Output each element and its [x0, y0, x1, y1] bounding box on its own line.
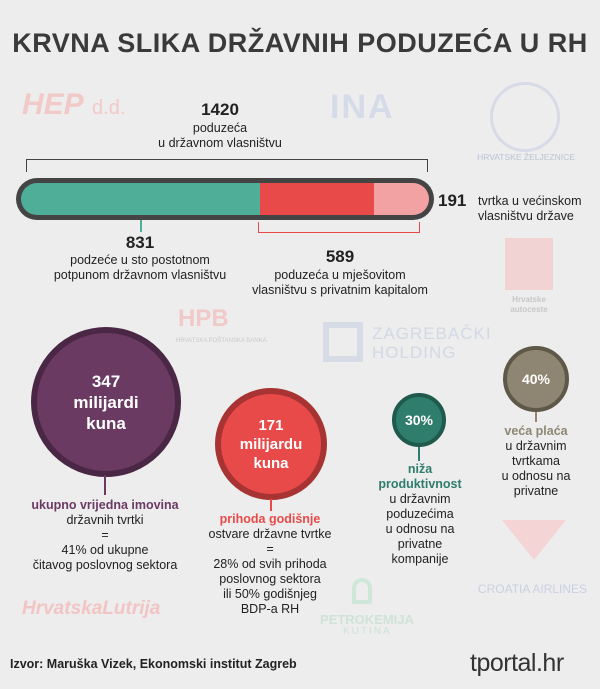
- assets-connector: [104, 475, 106, 495]
- revenue-caption-1: ostvare državne tvrtke: [208, 527, 332, 541]
- zagrebacki-label: ZAGREBAČKI: [372, 324, 492, 343]
- revenue-unit-2: kuna: [253, 454, 289, 472]
- wages-value: 40%: [521, 371, 551, 387]
- revenue-unit-1: milijardu: [239, 435, 303, 453]
- mixed-label-2: vlasništvu s privatnim kapitalom: [252, 283, 428, 297]
- wages-caption-3: u odnosu na: [501, 469, 571, 483]
- autoceste-label-2: autoceste: [510, 305, 548, 314]
- croatia-airlines-label: CROATIA AIRLINES: [477, 582, 588, 596]
- productivity-caption-4: privatne: [397, 537, 443, 551]
- lutrija-logo: HrvatskaLutrija: [22, 598, 161, 619]
- assets-caption-3: 41% od ukupne: [61, 543, 149, 557]
- assets-unit-2: kuna: [86, 413, 126, 433]
- majority-label-2: vlasništvu države: [478, 209, 574, 223]
- hz-logo-label: HRVATSKE ŽELJEZNICE: [477, 152, 575, 162]
- total-label-2: u državnom vlasništvu: [158, 136, 282, 150]
- productivity-caption-highlight-2: produktivnost: [378, 477, 462, 491]
- productivity-caption-3: u odnosu na: [385, 522, 455, 536]
- revenue-value: 171: [258, 416, 284, 434]
- revenue-caption: [170, 512, 370, 617]
- wages-caption-1: u državnim: [505, 439, 567, 453]
- hep-logo-suffix: d.d.: [92, 97, 126, 119]
- productivity-connector: [418, 447, 420, 461]
- page-title: KRVNA SLIKA DRŽAVNIH PODUZEĆA U RH: [12, 28, 588, 58]
- assets-caption-1: državnih tvrtki: [66, 513, 144, 527]
- hz-logo-icon: [490, 82, 560, 152]
- mixed-label-1: poduzeća u mješovitom: [274, 268, 406, 282]
- kutina-label: KUTINA: [343, 626, 392, 637]
- total-bracket: [26, 159, 428, 172]
- productivity-bubble: [392, 393, 446, 447]
- revenue-caption-5: ili 50% godišnjeg: [223, 587, 317, 601]
- hep-logo-text: HEP: [22, 88, 84, 121]
- ownership-bar-inner: [21, 183, 429, 215]
- assets-caption-4: čitavog poslovnog sektora: [32, 558, 178, 572]
- hep-logo: [22, 88, 125, 122]
- productivity-caption-highlight-1: niža: [407, 462, 433, 476]
- productivity-caption: [350, 462, 490, 567]
- bar-segment-mixed: [260, 183, 374, 215]
- full-label-1: podzeće u sto postotnom: [70, 253, 210, 267]
- revenue-connector: [270, 499, 272, 511]
- total-label-1: poduzeća: [192, 121, 248, 135]
- zagrebacki-holding-icon: [323, 322, 363, 362]
- productivity-caption-1: u državnim: [389, 492, 451, 506]
- mixed-value: 589: [325, 247, 355, 266]
- full-label-2: potpunom državnom vlasništvu: [53, 268, 227, 282]
- bar-segment-majority: [374, 183, 429, 215]
- revenue-caption-highlight: prihoda godišnje: [219, 512, 321, 526]
- wages-caption-4: privatne: [513, 484, 559, 498]
- ina-logo-text: INA: [330, 88, 395, 126]
- petrokemija-label: PETROKEMIJA: [320, 612, 414, 627]
- bar-segment-full: [21, 183, 260, 215]
- wages-bubble: [503, 346, 569, 412]
- revenue-bubble: [215, 388, 327, 500]
- wages-caption: [476, 424, 596, 499]
- assets-bubble: [31, 327, 181, 477]
- productivity-value: 30%: [404, 412, 434, 428]
- productivity-caption-5: kompanije: [391, 552, 449, 566]
- revenue-caption-2: =: [266, 542, 274, 556]
- assets-value: 347: [91, 371, 121, 391]
- full-marker: [140, 220, 142, 232]
- source-note: Izvor: Maruška Vizek, Ekonomski institut Zagreb: [10, 657, 297, 671]
- croatia-airlines-icon: [502, 520, 566, 560]
- revenue-caption-6: BDP-a RH: [240, 602, 300, 616]
- hpb-logo-sub: HRVATSKA POŠTANSKA BANKA: [176, 338, 267, 344]
- full-value: 831: [125, 233, 155, 252]
- assets-caption-highlight: ukupno vrijedna imovina: [31, 498, 179, 512]
- total-value: 1420: [201, 100, 239, 119]
- ina-logo: [330, 88, 395, 127]
- assets-unit-1: milijardi: [73, 392, 139, 412]
- hpb-logo-text: HPB: [178, 305, 229, 332]
- revenue-caption-3: 28% od svih prihoda: [213, 557, 327, 571]
- hpb-logo: [178, 305, 229, 333]
- autoceste-label-1: Hrvatske: [512, 295, 546, 304]
- productivity-caption-2: poduzećima: [386, 507, 454, 521]
- majority-label-1: tvrtka u većinskom: [478, 194, 582, 208]
- autoceste-logo: [505, 238, 553, 290]
- holding-label: HOLDING: [372, 343, 457, 362]
- assets-caption-2: =: [101, 528, 109, 542]
- mixed-bracket: [258, 222, 420, 233]
- revenue-caption-4: poslovnog sektora: [219, 572, 321, 586]
- wages-connector: [535, 412, 537, 422]
- brand-logo: tportal.hr: [470, 649, 564, 677]
- wages-caption-highlight: veća plaća: [504, 424, 568, 438]
- majority-value: 191: [438, 191, 467, 210]
- wages-caption-2: tvrtkama: [512, 454, 560, 468]
